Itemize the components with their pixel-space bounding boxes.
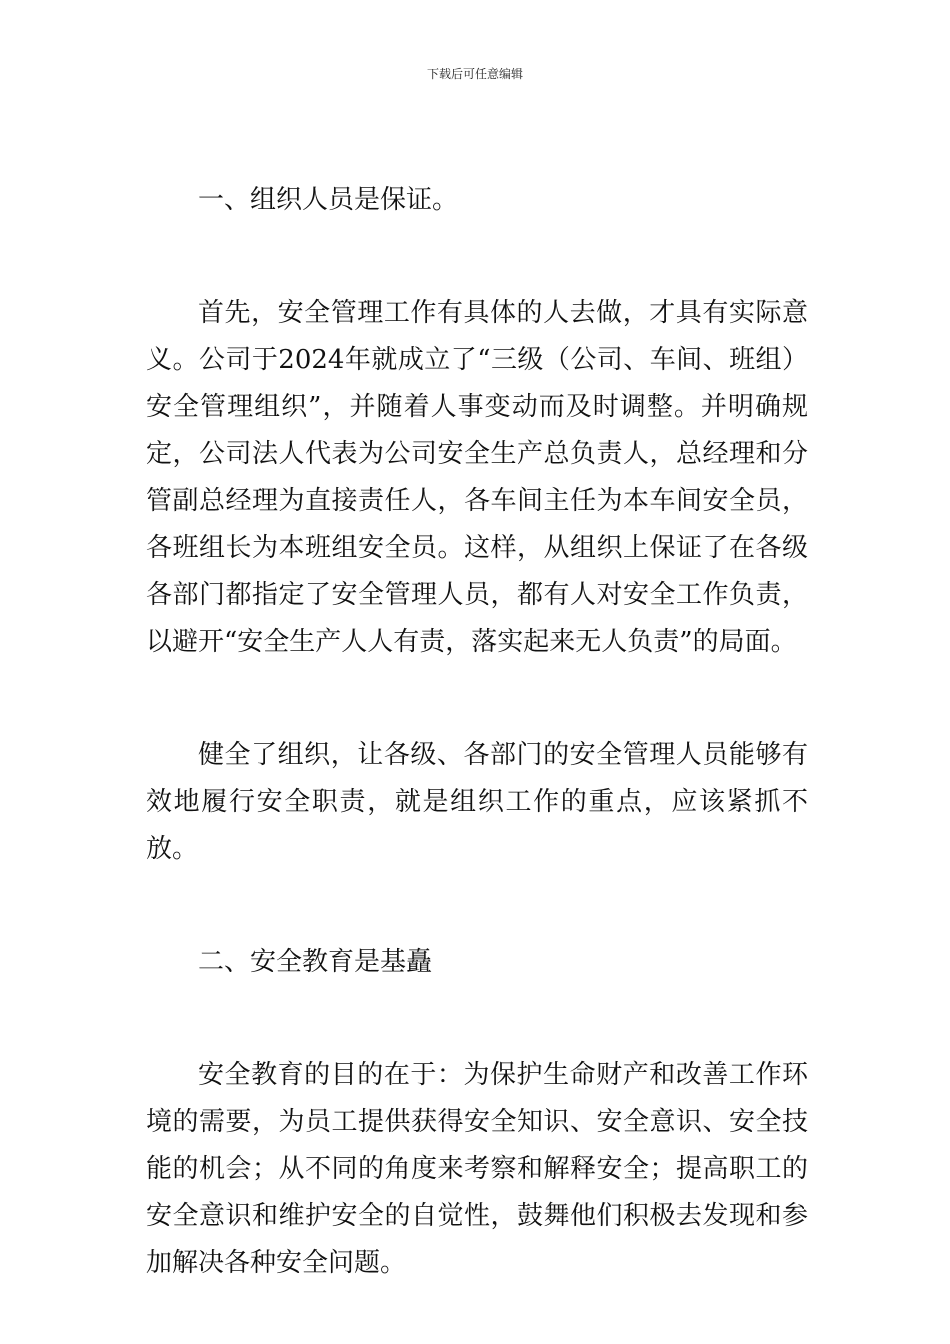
page-header-note: 下载后可任意编辑	[426, 67, 523, 81]
paragraph-1: 首先，安全管理工作有具体的人去做，才具有实际意义。公司于2024年就成立了“三级（公司、车间、班组）安全管理组织”，并随着人事变动而及时调整。并明确规定，公司法人代表为公司安全生产总负责人，总经理和分管副总经理为直接责任人，各车间主任为本车间安全员，各班组长为本班组安全员。这样，从组织上保证了在各级各部门都指定了安全管理人员，都有人对安全工作负责，以避开“安全生产人人有责，落实起来无人负责”的局面。	[146, 298, 808, 657]
paragraph-3: 安全教育的目的在于：为保护生命财产和改善工作环境的需要，为员工提供获得安全知识、安全意识、安全技能的机会；从不同的角度来考察和解释安全；提高职工的安全意识和维护安全的自觉性，鼓舞他们积极去发现和参加解决各种安全问题。	[146, 1060, 808, 1278]
section-heading-1: 一、组织人员是保证。	[198, 185, 459, 215]
document-body	[146, 177, 808, 1287]
section-heading-2: 二、安全教育是基矗	[198, 947, 433, 977]
paragraph-2: 健全了组织，让各级、各部门的安全管理人员能够有效地履行安全职责，就是组织工作的重点，应该紧抓不放。	[146, 740, 808, 864]
